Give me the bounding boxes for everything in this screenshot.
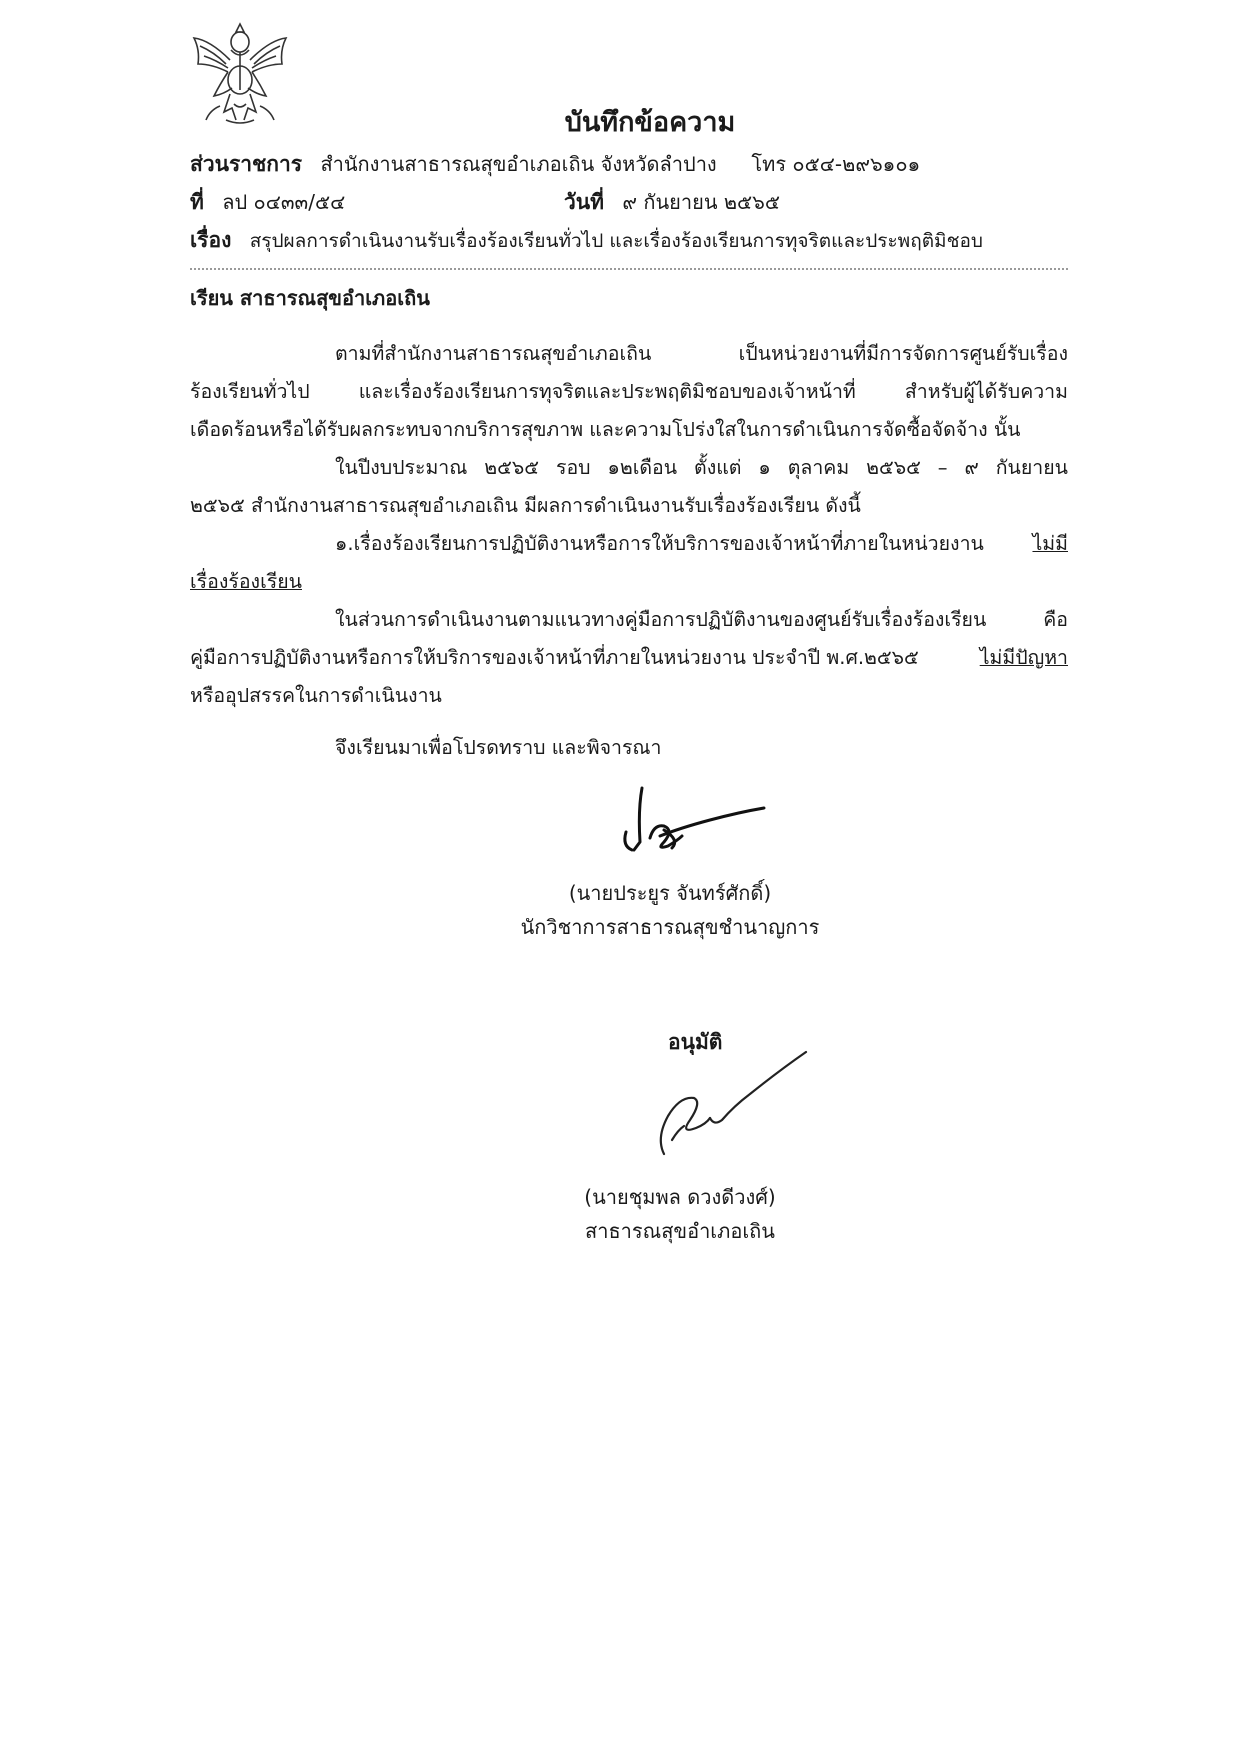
salutation: เรียน สาธารณสุขอำเภอเถิน bbox=[190, 286, 430, 310]
department-label: ส่วนราชการ bbox=[190, 152, 303, 176]
paragraph-3-underlined-start: ไม่มี bbox=[1032, 532, 1068, 555]
paragraph-1-line-1: ตามที่สำนักงานสาธารณสุขอำเภอเถิน เป็นหน่วยงานที่มีการจัดการศูนย์รับเรื่อง bbox=[335, 342, 1068, 365]
approver-position: สาธารณสุขอำเภอเถิน bbox=[585, 1219, 775, 1243]
approval-label: อนุมัติ bbox=[668, 1030, 723, 1054]
date-value: ๙ กันยายน ๒๕๖๕ bbox=[622, 190, 780, 214]
paragraph-4-text: คู่มือการปฏิบัติงานหรือการให้บริการของเจ้าหน้าที่ภายในหน่วยงาน ประจำปี พ.ศ.๒๕๖๕ bbox=[190, 646, 919, 669]
approver-name: (นายชุมพล ดวงดีวงศ์) bbox=[584, 1185, 776, 1209]
date-label: วันที่ bbox=[564, 190, 604, 214]
signer-position: นักวิชาการสาธารณสุขชำนาญการ bbox=[520, 915, 820, 939]
paragraph-4-line-1: ในส่วนการดำเนินงานตามแนวทางคู่มือการปฏิบัติงานของศูนย์รับเรื่องร้องเรียน คือ bbox=[335, 608, 1068, 631]
paragraph-2-line-2: ๒๕๖๕ สำนักงานสาธารณสุขอำเภอเถิน มีผลการดำเนินงานรับเรื่องร้องเรียน ดังนี้ bbox=[190, 494, 861, 517]
department-line bbox=[190, 148, 920, 181]
paragraph-4-line-2 bbox=[190, 642, 1068, 673]
reference-label: ที่ bbox=[190, 190, 204, 214]
closing-line: จึงเรียนมาเพื่อโปรดทราบ และพิจารณา bbox=[335, 736, 662, 759]
signer-signature-icon bbox=[620, 780, 770, 860]
paragraph-2-line-1: ในปีงบประมาณ ๒๕๖๕ รอบ ๑๒เดือน ตั้งแต่ ๑ ตุลาคม ๒๕๖๕ – ๙ กันยายน bbox=[335, 456, 1068, 479]
paragraph-1-line-2: ร้องเรียนทั่วไป และเรื่องร้องเรียนการทุจริตและประพฤติมิชอบของเจ้าหน้าที่ สำหรับผู้ได้รับความ bbox=[190, 380, 1068, 403]
paragraph-4-underlined: ไม่มีปัญหา bbox=[979, 646, 1068, 669]
approver-block bbox=[530, 1180, 830, 1248]
subject-label: เรื่อง bbox=[190, 228, 232, 252]
signer-name: (นายประยูร จันทร์ศักดิ์) bbox=[568, 881, 772, 905]
subject-line bbox=[190, 224, 983, 257]
approver-signature-icon bbox=[650, 1050, 810, 1160]
paragraph-4-line-3: หรืออุปสรรคในการดำเนินงาน bbox=[190, 684, 442, 707]
signer-block bbox=[520, 876, 820, 944]
department-value: สำนักงานสาธารณสุขอำเภอเถิน จังหวัดลำปาง bbox=[320, 152, 717, 176]
paragraph-3-text: ๑.เรื่องร้องเรียนการปฏิบัติงานหรือการให้บริการของเจ้าหน้าที่ภายในหน่วยงาน bbox=[335, 532, 984, 555]
document-title: บันทึกข้อความ bbox=[564, 107, 736, 138]
header-divider bbox=[190, 268, 1068, 270]
paragraph-3-line-2: เรื่องร้องเรียน bbox=[190, 570, 302, 593]
phone-value: โทร ๐๕๔-๒๙๖๑๐๑ bbox=[751, 152, 921, 176]
reference-line bbox=[190, 186, 345, 219]
subject-value: สรุปผลการดำเนินงานรับเรื่องร้องเรียนทั่วไป และเรื่องร้องเรียนการทุจริตและประพฤติมิชอบ bbox=[249, 230, 983, 252]
reference-value: ลป ๐๔๓๓/๕๔ bbox=[222, 190, 346, 214]
paragraph-3-line-1 bbox=[335, 528, 1068, 559]
paragraph-1-line-3: เดือดร้อนหรือได้รับผลกระทบจากบริการสุขภาพ และความโปร่งใสในการดำเนินการจัดซื้อจัดจ้าง นั้น bbox=[190, 418, 1021, 441]
date-line bbox=[564, 186, 780, 219]
